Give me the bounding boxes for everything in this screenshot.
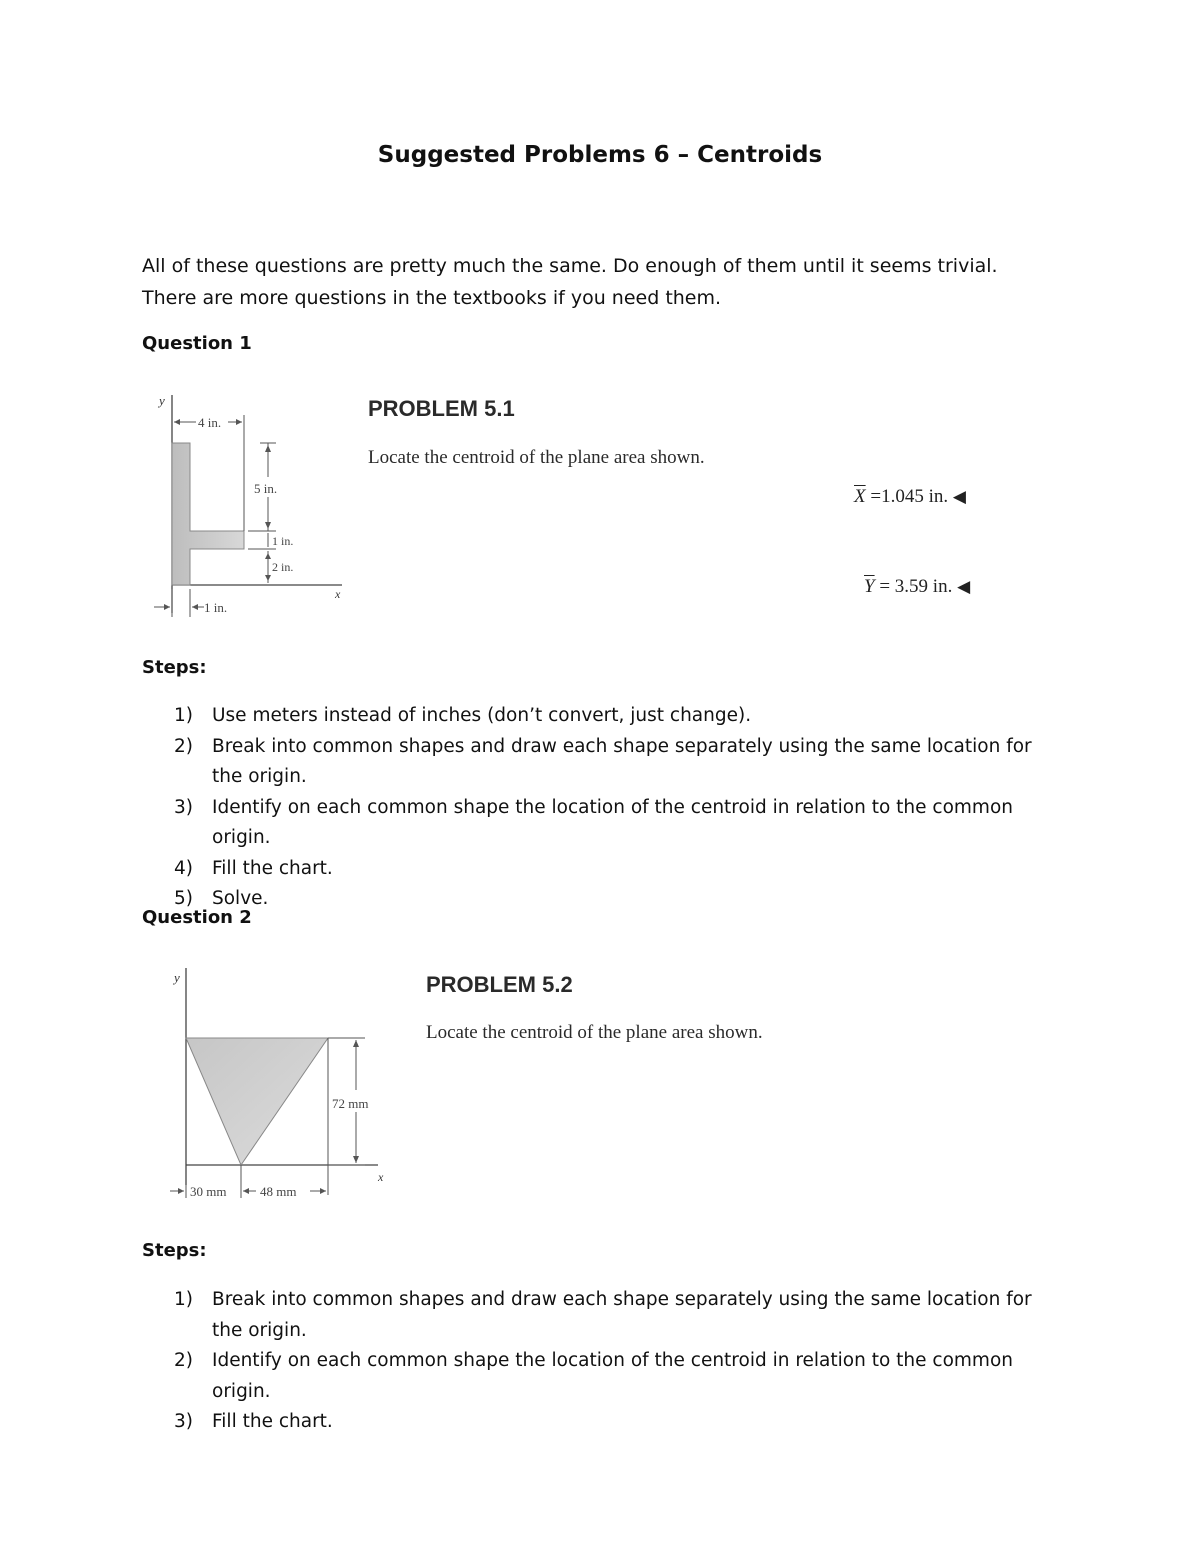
problem-5-1-text: Locate the centroid of the plane area shown. xyxy=(368,447,705,468)
list-item: 3) Identify on each common shape the location of the centroid in relation to the common origin. xyxy=(174,796,1013,848)
dim-upper-label: 5 in. xyxy=(254,481,278,496)
intro-paragraph: All of these questions are pretty much the same. Do enough of them until it seems trivial. There are more questions in the textbooks if you need them. xyxy=(142,255,998,309)
list-item: 1) Break into common shapes and draw each shape separately using the same location for the origin. xyxy=(174,1289,1032,1341)
question-1-steps-heading: Steps: xyxy=(142,657,207,678)
list-item: 5) Solve. xyxy=(174,888,269,909)
dim-web-label: 1 in. xyxy=(204,600,228,615)
x-axis-label: x xyxy=(335,587,341,601)
answer-y xyxy=(864,576,970,598)
list-item: 3) Fill the chart. xyxy=(174,1411,333,1432)
dim-left-label: 30 mm xyxy=(190,1184,227,1199)
answer-x xyxy=(854,486,966,508)
y-axis-label: y xyxy=(159,393,165,408)
answer-y-var: $\overline{Y}$ xyxy=(864,576,875,597)
problem-5-2-title: PROBLEM 5.2 xyxy=(426,972,573,997)
answer-y-marker-icon: ◀ xyxy=(957,577,971,596)
question-2-steps-list xyxy=(142,1285,1052,1438)
problem-5-1-figure xyxy=(140,385,370,625)
question-2-steps-heading: Steps: xyxy=(142,1240,207,1261)
question-1-heading: Question 1 xyxy=(142,333,252,354)
problem-5-1-title: PROBLEM 5.1 xyxy=(368,396,515,421)
question-2-heading: Question 2 xyxy=(142,907,252,928)
list-item: 2) Identify on each common shape the location of the centroid in relation to the common origin. xyxy=(174,1350,1013,1402)
dim-width-label: 4 in. xyxy=(198,415,222,430)
question-1-steps-list xyxy=(142,701,1052,915)
answer-x-marker-icon: ◀ xyxy=(952,487,966,506)
x-axis-label: x xyxy=(378,1170,384,1184)
dim-flange-label: 1 in. xyxy=(272,534,294,548)
list-item: 4) Fill the chart. xyxy=(174,857,333,879)
triangle-area xyxy=(186,1038,328,1165)
problem-5-2-figure xyxy=(160,960,400,1210)
list-item: 1) Use meters instead of inches (don’t convert, just change). xyxy=(174,705,752,726)
dim-right-label: 48 mm xyxy=(260,1184,297,1199)
answer-x-var: $\overline{X}$ xyxy=(854,486,866,507)
dim-height-label: 72 mm xyxy=(332,1096,369,1111)
answer-x-value: =1.045 in. xyxy=(870,486,949,507)
answer-y-value: = 3.59 in. xyxy=(879,576,953,597)
page-title: Suggested Problems 6 – Centroids xyxy=(377,142,823,168)
y-axis-label: y xyxy=(174,970,180,985)
problem-5-2-text: Locate the centroid of the plane area shown. xyxy=(426,1022,763,1043)
l-shaped-area xyxy=(172,443,244,585)
dim-lower-label: 2 in. xyxy=(272,560,294,574)
list-item: 2) Break into common shapes and draw each shape separately using the same location for the origin. xyxy=(174,735,1032,787)
